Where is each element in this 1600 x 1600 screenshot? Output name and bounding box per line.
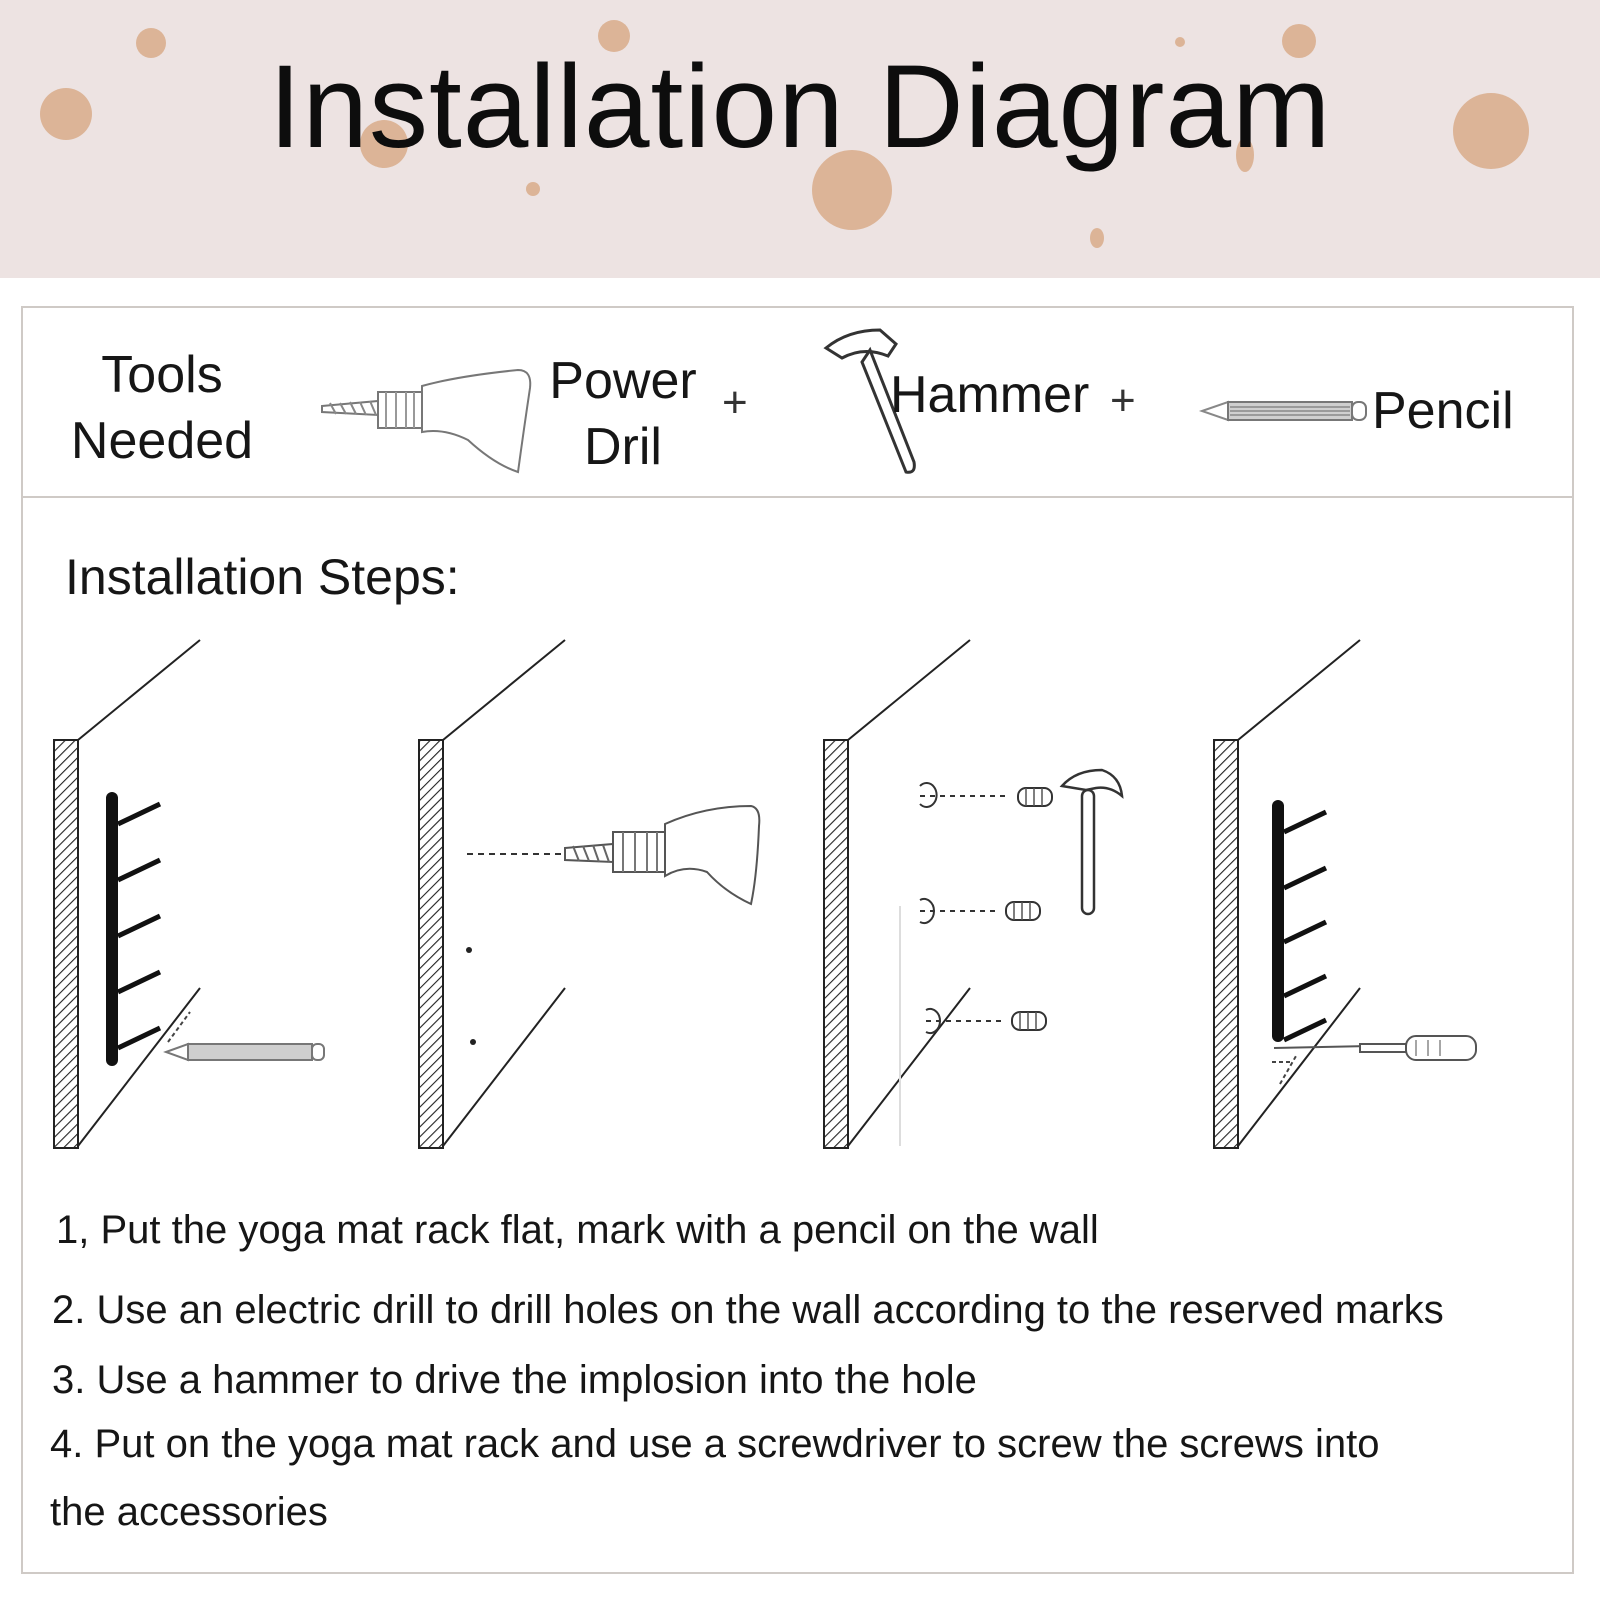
plus-sign: + <box>722 378 748 427</box>
step-1-text: 1, Put the yoga mat rack flat, mark with a pencil on the wall <box>56 1208 1099 1252</box>
step-4-text: 4. Put on the yoga mat rack and use a screwdriver to screw the screws into <box>50 1422 1380 1466</box>
tools-label-line2: Needed <box>70 412 254 470</box>
power-drill-label <box>548 348 698 480</box>
step3-illustration <box>820 636 1160 1156</box>
power-drill-icon <box>565 806 759 904</box>
step-4-text-continued: the accessories <box>50 1490 328 1534</box>
installation-steps-heading: Installation Steps: <box>65 549 460 605</box>
tools-label-line1: Tools <box>101 346 223 404</box>
pencil-icon <box>1200 398 1370 424</box>
step4-illustration <box>1210 636 1510 1156</box>
pencil-icon <box>166 1044 324 1060</box>
decorative-dot <box>526 182 540 196</box>
step2-illustration <box>415 636 785 1156</box>
header-banner <box>0 0 1600 278</box>
power-drill-label-line1: Power <box>549 352 697 410</box>
pencil-label: Pencil <box>1372 382 1514 440</box>
step-2-text: 2. Use an electric drill to drill holes on the wall according to the reserved marks <box>52 1288 1444 1332</box>
decorative-dot <box>1090 228 1104 248</box>
power-drill-label-line2: Dril <box>584 418 662 476</box>
power-drill-icon <box>318 368 544 476</box>
wall-anchor-icon <box>920 783 1052 807</box>
plus-sign: + <box>1110 376 1136 425</box>
tools-needed-label <box>62 342 262 474</box>
step-3-text: 3. Use a hammer to drive the implosion into the hole <box>52 1358 977 1402</box>
hammer-label: Hammer <box>890 366 1090 424</box>
page-title: Installation Diagram <box>268 41 1332 173</box>
wall-anchor-icon <box>920 899 1040 923</box>
screwdriver-icon <box>1274 1036 1476 1060</box>
step1-illustration <box>50 636 350 1156</box>
hammer-icon <box>1062 770 1122 914</box>
